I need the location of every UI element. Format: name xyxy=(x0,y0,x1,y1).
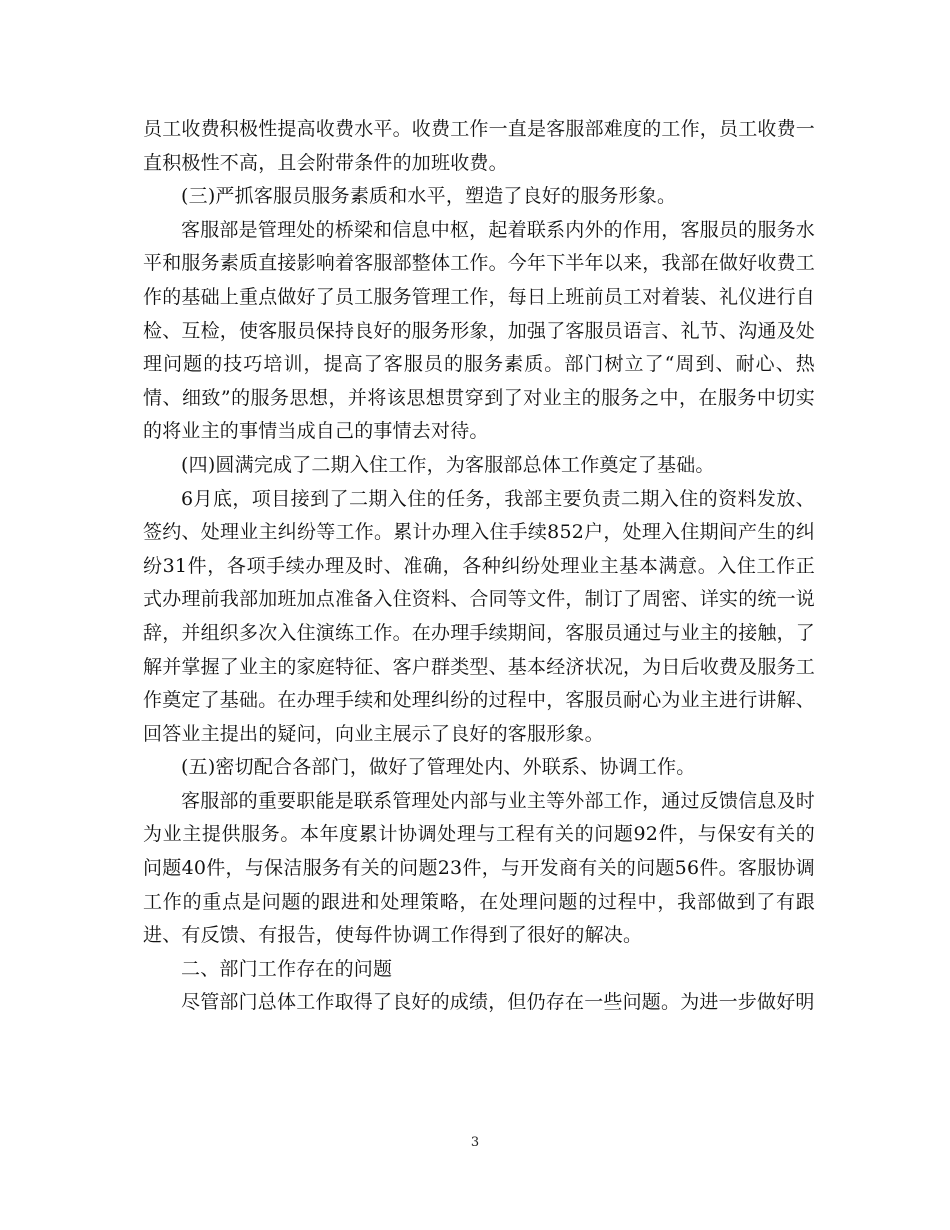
section-heading-4: (四)圆满完成了二期入住工作，为客服部总体工作奠定了基础。 xyxy=(181,453,715,476)
paragraph-5: 6月底，项目接到了二期入住的任务，我部主要负责二期入住的资料发放、签约、处理业主纠纷等工作。累计办理入住手续852户，处理入住期间产生的纠纷31件，各项手续办理及时、准确，各种纠纷处理业主基本满意。入住工作正式办理前我部加班加点准备入住资料、合同等文件，制订了周密、详实的统一说辞，并组织多次入住演练工作。在办理手续期间，客服员通过与业主的接触，了解并掌握了业主的家庭特征、客户群类型、基本经济状况，为日后收费及服务工作奠定了基础。在办理手续和处理纠纷的过程中，客服员耐心为业主进行讲解、回答业主提出的疑问，向业主展示了良好的客服形象。 xyxy=(143,487,816,745)
document-body xyxy=(143,113,815,1020)
paragraph-1: 员工收费积极性提高收费水平。收费工作一直是客服部难度的工作，员工收费一直积极性不高，且会附带条件的加班收费。 xyxy=(143,118,816,174)
page-number: 3 xyxy=(470,1135,480,1150)
section-heading-problems: 二、部门工作存在的问题 xyxy=(181,957,393,980)
paragraph-9: 尽管部门总体工作取得了良好的成绩，但仍存在一些问题。为进一步做好明 xyxy=(181,991,815,1014)
section-heading-5: (五)密切配合各部门，做好了管理处内、外联系、协调工作。 xyxy=(181,756,696,779)
section-heading-3: (三)严抓客服员服务素质和水平，塑造了良好的服务形象。 xyxy=(181,185,677,208)
paragraph-7: 客服部的重要职能是联系管理处内部与业主等外部工作，通过反馈信息及时为业主提供服务。本年度累计协调处理与工程有关的问题92件，与保安有关的问题40件，与保洁服务有关的问题23件，与开发商有关的问题56件。客服协调工作的重点是问题的跟进和处理策略，在处理问题的过程中，我部做到了有跟进、有反馈、有报告，使每件协调工作得到了很好的解决。 xyxy=(143,789,815,947)
paragraph-3: 客服部是管理处的桥梁和信息中枢，起着联系内外的作用，客服员的服务水平和服务素质直接影响着客服部整体工作。今年下半年以来，我部在做好收费工作的基础上重点做好了员工服务管理工作，每日上班前员工对着装、礼仪进行自检、互检，使客服员保持良好的服务形象，加强了客服员语言、礼节、沟通及处理问题的技巧培训，提高了客服员的服务素质。部门树立了“周到、耐心、热情、细致”的服务思想，并将该思想贯穿到了对业主的服务之中，在服务中切实的将业主的事情当成自己的事情去对待。 xyxy=(143,218,816,443)
